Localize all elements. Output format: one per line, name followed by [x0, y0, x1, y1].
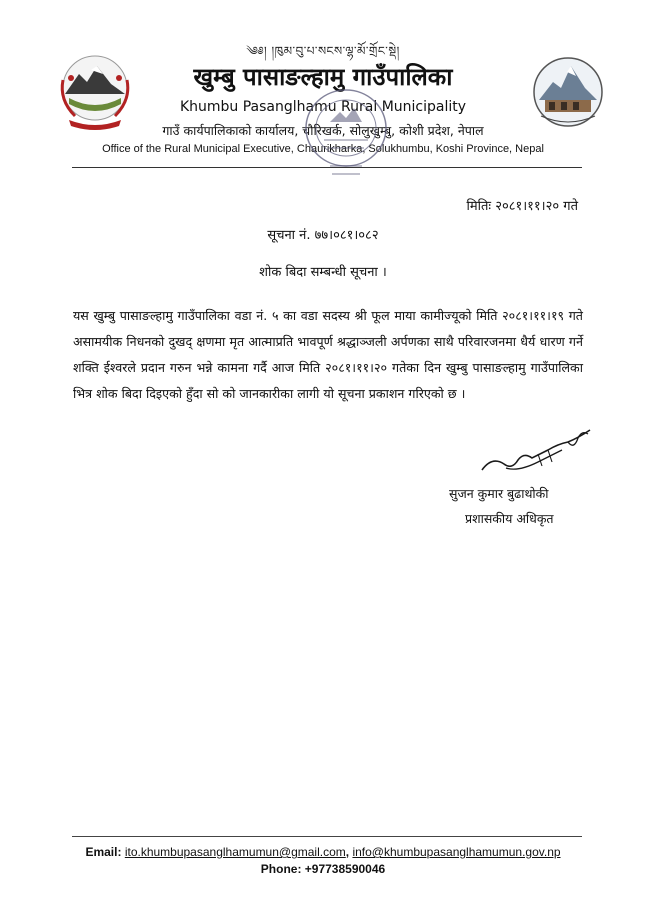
- email-link-gmail[interactable]: ito.khumbupasanglhamumun@gmail.com: [124, 845, 346, 859]
- email-link-official[interactable]: info@khumbupasanglhamumun.gov.np: [352, 845, 561, 859]
- footer-divider: [72, 836, 582, 837]
- footer-phone: Phone: +97738590046: [260, 862, 386, 876]
- official-stamp-icon: [300, 82, 392, 180]
- office-address-nepali: गाउँ कार्यपालिकाको कार्यालय, चौरिखर्क, सोलुखुम्बु, कोशी प्रदेश, नेपाल: [162, 123, 484, 138]
- notice-subject: शोक बिदा सम्बन्धी सूचना ।: [259, 265, 387, 280]
- signature-icon: [478, 420, 598, 480]
- municipality-name-nepali: खुम्बु पासाङल्हामु गाउँपालिका: [193, 63, 453, 91]
- signatory-name: सुजन कुमार बुढाथोकी: [449, 486, 549, 501]
- notice-number: सूचना नं. ७७।०८१।०८२: [267, 228, 379, 243]
- municipality-name-english: Khumbu Pasanglhamu Rural Municipality: [179, 99, 467, 115]
- notice-body: यस खुम्बु पासाङल्हामु गाउँपालिका वडा नं. ५ का वडा सदस्य श्री फूल माया कामीज्यूको मिति २०८१।११।१९ गते असामयीक निधनको दुखद् क्षणमा मृत आत्माप्रति भावपूर्ण श्रद्धाञ्जली अर्पणका साथै परिवारजनमा धैर्य धारण गर्ने शक्ति ईश्वरले प्रदान गरुन भन्ने कामना गर्दै आज मिति २०८१।११।२० गतेका दिन खुम्बु पासाङल्हामु गाउँपालिका भित्र शोक बिदा दिइएको हुँदा सो को जानकारीका लागी यो सूचना प्रकाशन गरिएको छ ।: [73, 308, 583, 401]
- footer-email-line: [0, 845, 646, 859]
- email-label: Email:: [85, 845, 125, 859]
- email-separator: ,: [345, 845, 353, 859]
- header-divider: [72, 167, 582, 168]
- office-address-english: Office of the Rural Municipal Executive, Chaurikharka, Solukhumbu, Koshi Province, Nepal: [102, 143, 544, 155]
- notice-date: मितिः २०८१।११।२० गते: [466, 199, 578, 214]
- tibetan-heading: ༄༅། །ཁུམ་བུ་པ་སངས་ལྷ་མོ་གྲོང་སྡེ།: [246, 44, 400, 58]
- signatory-title: प्रशासकीय अधिकृत: [465, 511, 554, 526]
